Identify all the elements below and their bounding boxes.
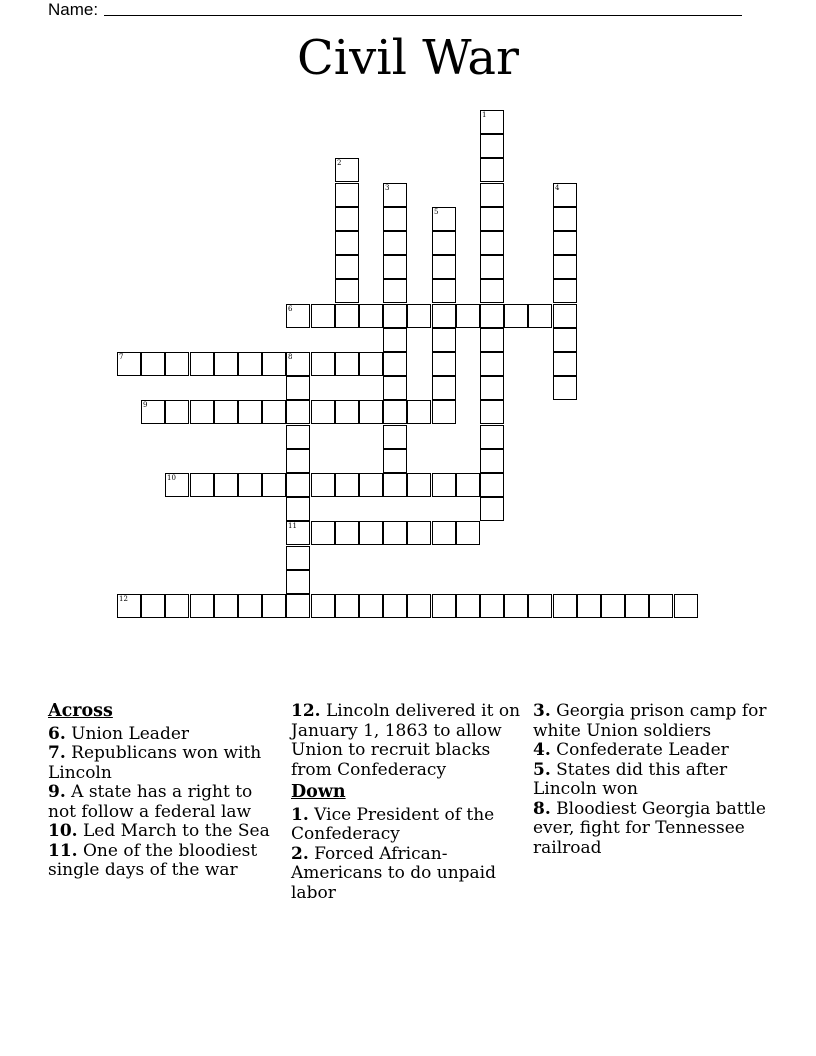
clues-column-3 xyxy=(533,702,773,858)
crossword-cell[interactable] xyxy=(504,304,528,328)
crossword-cell[interactable] xyxy=(480,425,504,449)
clue-text: Bloodiest Georgia battle ever, fight for Tennessee railroad xyxy=(533,798,766,858)
crossword-cell[interactable] xyxy=(480,376,504,400)
crossword-cell[interactable] xyxy=(238,473,262,497)
crossword-cell[interactable] xyxy=(335,231,359,255)
crossword-cell[interactable] xyxy=(335,158,359,182)
crossword-cell[interactable] xyxy=(407,473,431,497)
crossword-cell[interactable] xyxy=(480,497,504,521)
crossword-cell[interactable] xyxy=(553,328,577,352)
crossword-cell[interactable] xyxy=(165,594,189,618)
clue-text: Forced African-Americans to do unpaid labor xyxy=(291,843,496,903)
crossword-cell[interactable] xyxy=(456,304,480,328)
cell-number: 3 xyxy=(385,184,390,192)
clues-column-2 xyxy=(291,702,521,903)
clue-across-9 xyxy=(48,783,278,822)
crossword-cell[interactable] xyxy=(553,279,577,303)
crossword-cell[interactable] xyxy=(480,279,504,303)
crossword-cell[interactable] xyxy=(553,304,577,328)
crossword-cell[interactable] xyxy=(286,352,310,376)
crossword-cell[interactable] xyxy=(649,594,673,618)
clue-text: Georgia prison camp for white Union soldiers xyxy=(533,701,767,741)
clue-number: 11. xyxy=(48,840,78,861)
clues-column-1 xyxy=(48,702,278,881)
cell-number: 5 xyxy=(434,208,439,216)
clue-down-4 xyxy=(533,741,773,761)
crossword-cell[interactable] xyxy=(432,255,456,279)
crossword-cell[interactable] xyxy=(117,352,141,376)
cell-number: 9 xyxy=(143,401,148,409)
clue-number: 3. xyxy=(533,701,551,721)
crossword-cell[interactable] xyxy=(214,400,238,424)
crossword-cell[interactable] xyxy=(214,352,238,376)
crossword-cell[interactable] xyxy=(553,376,577,400)
crossword-cell[interactable] xyxy=(383,376,407,400)
crossword-cell[interactable] xyxy=(311,304,335,328)
crossword-cell[interactable] xyxy=(311,473,335,497)
clue-number: 9. xyxy=(48,782,66,802)
crossword-cell[interactable] xyxy=(359,594,383,618)
crossword-cell[interactable] xyxy=(383,328,407,352)
across-heading: Across xyxy=(48,701,113,721)
crossword-cell[interactable] xyxy=(141,594,165,618)
cell-number: 7 xyxy=(119,353,124,361)
page-title: Civil War xyxy=(297,30,519,86)
crossword-cell[interactable] xyxy=(335,594,359,618)
crossword-cell[interactable] xyxy=(335,400,359,424)
crossword-cell[interactable] xyxy=(383,207,407,231)
crossword-cell[interactable] xyxy=(480,400,504,424)
crossword-cell[interactable] xyxy=(383,231,407,255)
crossword-cell[interactable] xyxy=(359,473,383,497)
crossword-cell[interactable] xyxy=(286,570,310,594)
crossword-cell[interactable] xyxy=(480,207,504,231)
clue-number: 7. xyxy=(48,743,66,763)
crossword-cell[interactable] xyxy=(117,594,141,618)
crossword-cell[interactable] xyxy=(141,400,165,424)
clue-across-6 xyxy=(48,725,278,745)
crossword-cell[interactable] xyxy=(553,594,577,618)
clue-down-3 xyxy=(533,702,773,741)
crossword-cell[interactable] xyxy=(432,207,456,231)
crossword-cell[interactable] xyxy=(311,352,335,376)
clue-text: Vice President of the Confederacy xyxy=(291,804,495,844)
crossword-cell[interactable] xyxy=(432,279,456,303)
cell-number: 6 xyxy=(288,305,293,313)
crossword-cell[interactable] xyxy=(407,304,431,328)
crossword-cell[interactable] xyxy=(262,352,286,376)
crossword-cell[interactable] xyxy=(359,352,383,376)
crossword-cell[interactable] xyxy=(528,594,552,618)
cell-number: 10 xyxy=(167,474,176,482)
crossword-cell[interactable] xyxy=(383,279,407,303)
crossword-cell[interactable] xyxy=(335,473,359,497)
crossword-cell[interactable] xyxy=(238,400,262,424)
name-label: Name: xyxy=(48,0,99,19)
crossword-cell[interactable] xyxy=(577,594,601,618)
crossword-cell[interactable] xyxy=(359,304,383,328)
crossword-cell[interactable] xyxy=(238,594,262,618)
crossword-cell[interactable] xyxy=(359,400,383,424)
clue-number: 10. xyxy=(48,821,78,841)
crossword-cell[interactable] xyxy=(553,255,577,279)
crossword-cell[interactable] xyxy=(625,594,649,618)
crossword-cell[interactable] xyxy=(286,546,310,570)
crossword-cell[interactable] xyxy=(286,473,310,497)
crossword-cell[interactable] xyxy=(335,279,359,303)
clue-text: Led March to the Sea xyxy=(82,821,270,841)
cell-number: 8 xyxy=(288,353,293,361)
crossword-cell[interactable] xyxy=(190,352,214,376)
down-heading: Down xyxy=(291,782,346,802)
crossword-cell[interactable] xyxy=(456,594,480,618)
crossword-cell[interactable] xyxy=(141,352,165,376)
crossword-cell[interactable] xyxy=(286,425,310,449)
crossword-cell[interactable] xyxy=(383,594,407,618)
crossword-cell[interactable] xyxy=(432,376,456,400)
crossword-cell[interactable] xyxy=(480,110,504,134)
crossword-cell[interactable] xyxy=(311,521,335,545)
crossword-cell[interactable] xyxy=(262,594,286,618)
crossword-cell[interactable] xyxy=(165,473,189,497)
crossword-cell[interactable] xyxy=(432,594,456,618)
cell-number: 2 xyxy=(337,159,342,167)
clue-text: One of the bloodiest single days of the war xyxy=(48,840,258,880)
clue-number: 6. xyxy=(48,723,66,744)
crossword-cell[interactable] xyxy=(553,207,577,231)
crossword-cell[interactable] xyxy=(432,473,456,497)
crossword-cell[interactable] xyxy=(480,328,504,352)
crossword-cell[interactable] xyxy=(383,352,407,376)
crossword-cell[interactable] xyxy=(480,134,504,158)
crossword-cell[interactable] xyxy=(674,594,698,618)
crossword-cell[interactable] xyxy=(456,473,480,497)
crossword-cell[interactable] xyxy=(190,400,214,424)
crossword-cell[interactable] xyxy=(601,594,625,618)
cell-number: 4 xyxy=(555,184,560,192)
cell-number: 11 xyxy=(288,522,297,530)
crossword-cell[interactable] xyxy=(383,449,407,473)
crossword-cell[interactable] xyxy=(528,304,552,328)
clue-text: Union Leader xyxy=(71,723,190,744)
crossword-cell[interactable] xyxy=(286,304,310,328)
crossword-cell[interactable] xyxy=(311,400,335,424)
crossword-cell[interactable] xyxy=(190,473,214,497)
crossword-cell[interactable] xyxy=(480,158,504,182)
clue-number: 8. xyxy=(533,798,551,819)
crossword-cell[interactable] xyxy=(432,304,456,328)
crossword-cell[interactable] xyxy=(504,594,528,618)
clue-text: Lincoln delivered it on January 1, 1863 to allow Union to recruit blacks from Confederacy xyxy=(291,701,521,780)
clue-text: Confederate Leader xyxy=(556,740,729,760)
crossword-cell[interactable] xyxy=(165,352,189,376)
crossword-cell[interactable] xyxy=(553,183,577,207)
clue-down-1 xyxy=(291,806,521,845)
crossword-cell[interactable] xyxy=(480,449,504,473)
crossword-cell[interactable] xyxy=(383,425,407,449)
crossword-cell[interactable] xyxy=(553,231,577,255)
crossword-cell[interactable] xyxy=(456,521,480,545)
crossword-cell[interactable] xyxy=(214,594,238,618)
crossword-cell[interactable] xyxy=(238,352,262,376)
clue-number: 5. xyxy=(533,759,551,780)
clue-across-11 xyxy=(48,842,278,881)
clue-down-8 xyxy=(533,800,773,859)
crossword-cell[interactable] xyxy=(335,304,359,328)
crossword-cell[interactable] xyxy=(286,400,310,424)
clue-across-10 xyxy=(48,822,278,842)
crossword-cell[interactable] xyxy=(383,400,407,424)
clue-text: Republicans won with Lincoln xyxy=(48,743,262,783)
cell-number: 12 xyxy=(119,595,128,603)
crossword-cell[interactable] xyxy=(480,352,504,376)
crossword-cell[interactable] xyxy=(432,328,456,352)
crossword-cell[interactable] xyxy=(311,594,335,618)
crossword-cell[interactable] xyxy=(165,400,189,424)
clue-number: 4. xyxy=(533,740,551,760)
crossword-cell[interactable] xyxy=(190,594,214,618)
crossword-cell[interactable] xyxy=(432,521,456,545)
crossword-cell[interactable] xyxy=(480,231,504,255)
crossword-cell[interactable] xyxy=(480,594,504,618)
crossword-cell[interactable] xyxy=(286,497,310,521)
crossword-cell[interactable] xyxy=(335,521,359,545)
clue-across-12 xyxy=(291,702,521,780)
crossword-cell[interactable] xyxy=(286,594,310,618)
clue-number: 1. xyxy=(291,804,309,825)
crossword-cell[interactable] xyxy=(383,521,407,545)
clue-down-2 xyxy=(291,845,521,904)
crossword-cell[interactable] xyxy=(286,449,310,473)
crossword-cell[interactable] xyxy=(432,400,456,424)
crossword-cell[interactable] xyxy=(262,473,286,497)
clue-across-7 xyxy=(48,744,278,783)
crossword-cell[interactable] xyxy=(383,255,407,279)
crossword-cell[interactable] xyxy=(214,473,238,497)
crossword-cell[interactable] xyxy=(383,183,407,207)
crossword-cell[interactable] xyxy=(383,304,407,328)
crossword-cell[interactable] xyxy=(407,400,431,424)
crossword-cell[interactable] xyxy=(262,400,286,424)
clue-number: 2. xyxy=(291,843,309,864)
crossword-cell[interactable] xyxy=(335,352,359,376)
crossword-cell[interactable] xyxy=(383,473,407,497)
crossword-cell[interactable] xyxy=(335,183,359,207)
cell-number: 1 xyxy=(482,111,487,119)
crossword-cell[interactable] xyxy=(553,352,577,376)
clue-text: A state has a right to not follow a federal law xyxy=(48,782,253,822)
crossword-cell[interactable] xyxy=(480,473,504,497)
crossword-cell[interactable] xyxy=(432,231,456,255)
clue-text: States did this after Lincoln won xyxy=(533,759,728,799)
crossword-cell[interactable] xyxy=(335,255,359,279)
crossword-cell[interactable] xyxy=(359,521,383,545)
crossword-cell[interactable] xyxy=(286,521,310,545)
crossword-cell[interactable] xyxy=(480,183,504,207)
crossword-cell[interactable] xyxy=(480,304,504,328)
crossword-cell[interactable] xyxy=(480,255,504,279)
crossword-cell[interactable] xyxy=(407,594,431,618)
crossword-cell[interactable] xyxy=(407,521,431,545)
crossword-cell[interactable] xyxy=(432,352,456,376)
clue-number: 12. xyxy=(291,701,321,721)
clue-down-5 xyxy=(533,761,773,800)
crossword-cell[interactable] xyxy=(286,376,310,400)
crossword-cell[interactable] xyxy=(335,207,359,231)
